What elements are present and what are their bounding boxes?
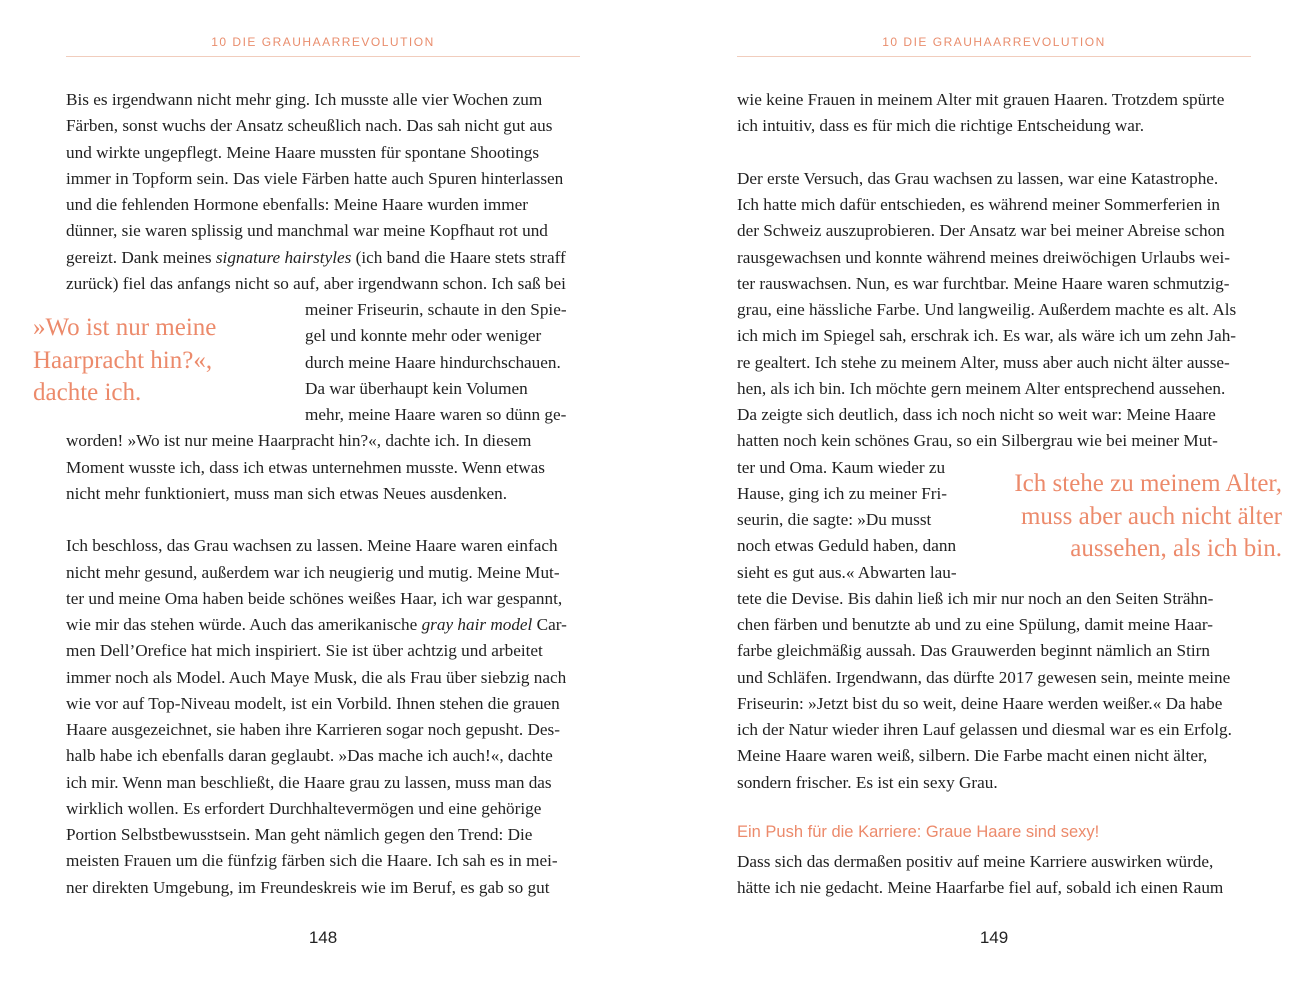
text-line: meiner Friseurin, schaute in den Spie-	[305, 300, 567, 319]
text-line: der Schweiz auszuprobieren. Der Ansatz war bei meiner Abreise schon	[737, 221, 1225, 241]
header-rule	[737, 56, 1251, 57]
text-line: farbe gleichmäßig aussah. Das Grauwerden beginnt nämlich an Stirn	[737, 641, 1210, 661]
text-line: Der erste Versuch, das Grau wachsen zu lassen, war eine Katastrophe.	[737, 168, 1219, 188]
text-line: hen, als ich bin. Ich möchte gern meinem Alter entsprechend aussehen.	[737, 378, 1226, 398]
text-line: ner direkten Umgebung, im Freundeskreis wie im Beruf, es gab so gut	[66, 877, 550, 897]
text-line: hatten noch kein schönes Grau, so ein Silbergrau wie bei meiner Mut-	[737, 431, 1218, 451]
section-heading: Ein Push für die Karriere: Graue Haare sind sexy!	[737, 823, 1100, 841]
text-line: ich mir. Wenn man beschließt, die Haare grau zu lassen, muss man das	[66, 772, 552, 792]
pull-quote-line: muss aber auch nicht älter	[1020, 502, 1282, 530]
text-line: chen färben und benutzte ab und zu eine Spülung, damit meine Haar-	[737, 615, 1213, 634]
text-line: ich der Natur wieder ihren Lauf gelassen und diesmal war es ein Erfolg.	[737, 720, 1232, 739]
text-line: gel und konnte mehr oder weniger	[305, 326, 542, 346]
text-line: immer noch als Model. Auch Maye Musk, die als Frau über siebzig nach	[66, 667, 567, 687]
header-rule	[66, 56, 580, 57]
text-line: Portion Selbstbewusstsein. Man geht nämlich gegen den Trend: Die	[66, 825, 533, 844]
page-number: 149	[979, 928, 1009, 947]
text-line: dünner, sie waren splissig und manchmal war meine Kopfhaut rot und	[66, 221, 548, 241]
text-line: Ich beschloss, das Grau wachsen zu lassen. Meine Haare waren einfach	[66, 536, 558, 556]
text-line: nicht mehr funktioniert, muss man sich etwas Neues ausdenken.	[66, 483, 508, 503]
text-line: ich mich im Spiegel sah, erschrak ich. Es war, als wäre ich um zehn Jah-	[737, 326, 1237, 346]
text-line: Meine Haare waren weiß, silbern. Die Farbe macht einen nicht älter,	[737, 746, 1208, 766]
text-line: Da war überhaupt kein Volumen	[305, 378, 528, 398]
text-line: sieht es gut aus.« Abwarten lau-	[737, 562, 957, 582]
italic-term: signature hairstyles	[215, 247, 352, 267]
running-head: 10 DIE GRAUHAARREVOLUTION	[211, 35, 435, 49]
text-line: wirklich wollen. Es erfordert Durchhaltevermögen und eine gehörige	[66, 798, 542, 818]
text-line: hätte ich nie gedacht. Meine Haarfarbe fiel auf, sobald ich einen Raum	[737, 878, 1224, 898]
text-line: ter und Oma. Kaum wieder zu	[737, 457, 946, 477]
text-line: sondern frischer. Es ist ein sexy Grau.	[737, 772, 998, 792]
page-number: 148	[308, 928, 338, 947]
running-head: 10 DIE GRAUHAARREVOLUTION	[882, 35, 1106, 49]
pull-quote-line: Haarpracht hin?«,	[33, 346, 213, 374]
text-line: grau, eine hässliche Farbe. Und langweilig. Außerdem machte es alt. Als	[737, 300, 1237, 319]
text-line: ter rauswachsen. Nun, es war furchtbar. Meine Haare waren schmutzig-	[737, 273, 1230, 293]
text-line: ich intuitiv, dass es für mich die richtige Entscheidung war.	[737, 116, 1144, 136]
text-line: Moment wusste ich, dass ich etwas unternehmen musste. Wenn etwas	[66, 457, 545, 477]
text-line: Friseurin: »Jetzt bist du so weit, deine Haare werden weißer.« Da habe	[737, 693, 1223, 713]
pull-quote-line: Ich stehe zu meinem Alter,	[1014, 470, 1282, 497]
text-line: wie vor auf Top-Niveau modelt, ist ein Vorbild. Ihnen stehen die grauen	[66, 693, 560, 713]
text-line: und die fehlenden Hormone ebenfalls: Meine Haare wurden immer	[66, 195, 528, 214]
text-line: Bis es irgendwann nicht mehr ging. Ich musste alle vier Wochen zum	[66, 90, 543, 109]
text-line: gereizt. Dank meines signature hairstyles (ich band die Haare stets straff	[66, 247, 566, 267]
text-line: mehr, meine Haare waren so dünn ge-	[305, 405, 567, 424]
text-line: tete die Devise. Bis dahin ließ ich mir nur noch an den Seiten Strähn-	[737, 588, 1214, 608]
text-line: Dass sich das dermaßen positiv auf meine Karriere auswirken würde,	[737, 852, 1214, 871]
pull-quote-line: »Wo ist nur meine	[33, 314, 217, 341]
text-line: men Dell’Orefice hat mich inspiriert. Sie ist über achtzig und arbeitet	[66, 641, 543, 661]
pull-quote	[1014, 468, 1282, 566]
text-line: wie keine Frauen in meinem Alter mit grauen Haaren. Trotzdem spürte	[737, 90, 1225, 109]
text-line: wie mir das stehen würde. Auch das amerikanische gray hair model Car-	[66, 615, 567, 634]
italic-term: gray hair model	[421, 615, 533, 634]
text-line: nicht mehr gesund, außerdem war ich neugierig und mutig. Meine Mut-	[66, 562, 560, 582]
text-line: worden! »Wo ist nur meine Haarpracht hin?«, dachte ich. In diesem	[66, 431, 532, 451]
text-line: rausgewachsen und konnte während meines dreiwöchigen Urlaubs wei-	[737, 247, 1231, 267]
text-line: Ich hatte mich dafür entschieden, es während meiner Sommerferien in	[737, 195, 1220, 214]
text-line: und Schläfen. Irgendwann, das dürfte 2017 gewesen sein, meinte meine	[737, 667, 1231, 687]
text-line: seurin, die sagte: »Du musst	[737, 510, 932, 529]
pull-quote	[33, 312, 216, 410]
text-line: immer in Topform sein. Das viele Färben hatte auch Spuren hinterlassen	[66, 168, 564, 188]
text-line: ter und meine Oma haben beide schönes weißes Haar, ich war gespannt,	[66, 588, 563, 608]
text-line: Da zeigte sich deutlich, dass ich noch nicht so weit war: Meine Haare	[737, 405, 1216, 424]
right-page	[658, 0, 1316, 1000]
text-line: durch meine Haare hindurchschauen.	[305, 352, 561, 372]
pull-quote-line: aussehen, als ich bin.	[1070, 535, 1282, 562]
text-line: Färben, sonst wuchs der Ansatz scheußlich nach. Das sah nicht gut aus	[66, 116, 553, 136]
text-line: noch etwas Geduld haben, dann	[737, 536, 957, 556]
text-line: re gealtert. Ich stehe zu meinem Alter, muss aber auch nicht älter ausse-	[737, 352, 1230, 372]
text-line: zurück) fiel das anfangs nicht so auf, aber irgendwann schon. Ich saß bei	[66, 273, 566, 293]
text-line: Hause, ging ich zu meiner Fri-	[737, 483, 948, 503]
text-line: und wirkte ungepflegt. Meine Haare mussten für spontane Shootings	[66, 142, 540, 162]
text-line: meisten Frauen um die fünfzig färben sich die Haare. Ich sah es in mei-	[66, 851, 558, 871]
pull-quote-line: dachte ich.	[33, 379, 142, 406]
text-line: halb habe ich ebenfalls daran geglaubt. »Das mache ich auch!«, dachte	[66, 746, 553, 766]
text-line: Haare ausgezeichnet, sie haben ihre Karrieren sogar noch gepusht. Des-	[66, 720, 560, 739]
